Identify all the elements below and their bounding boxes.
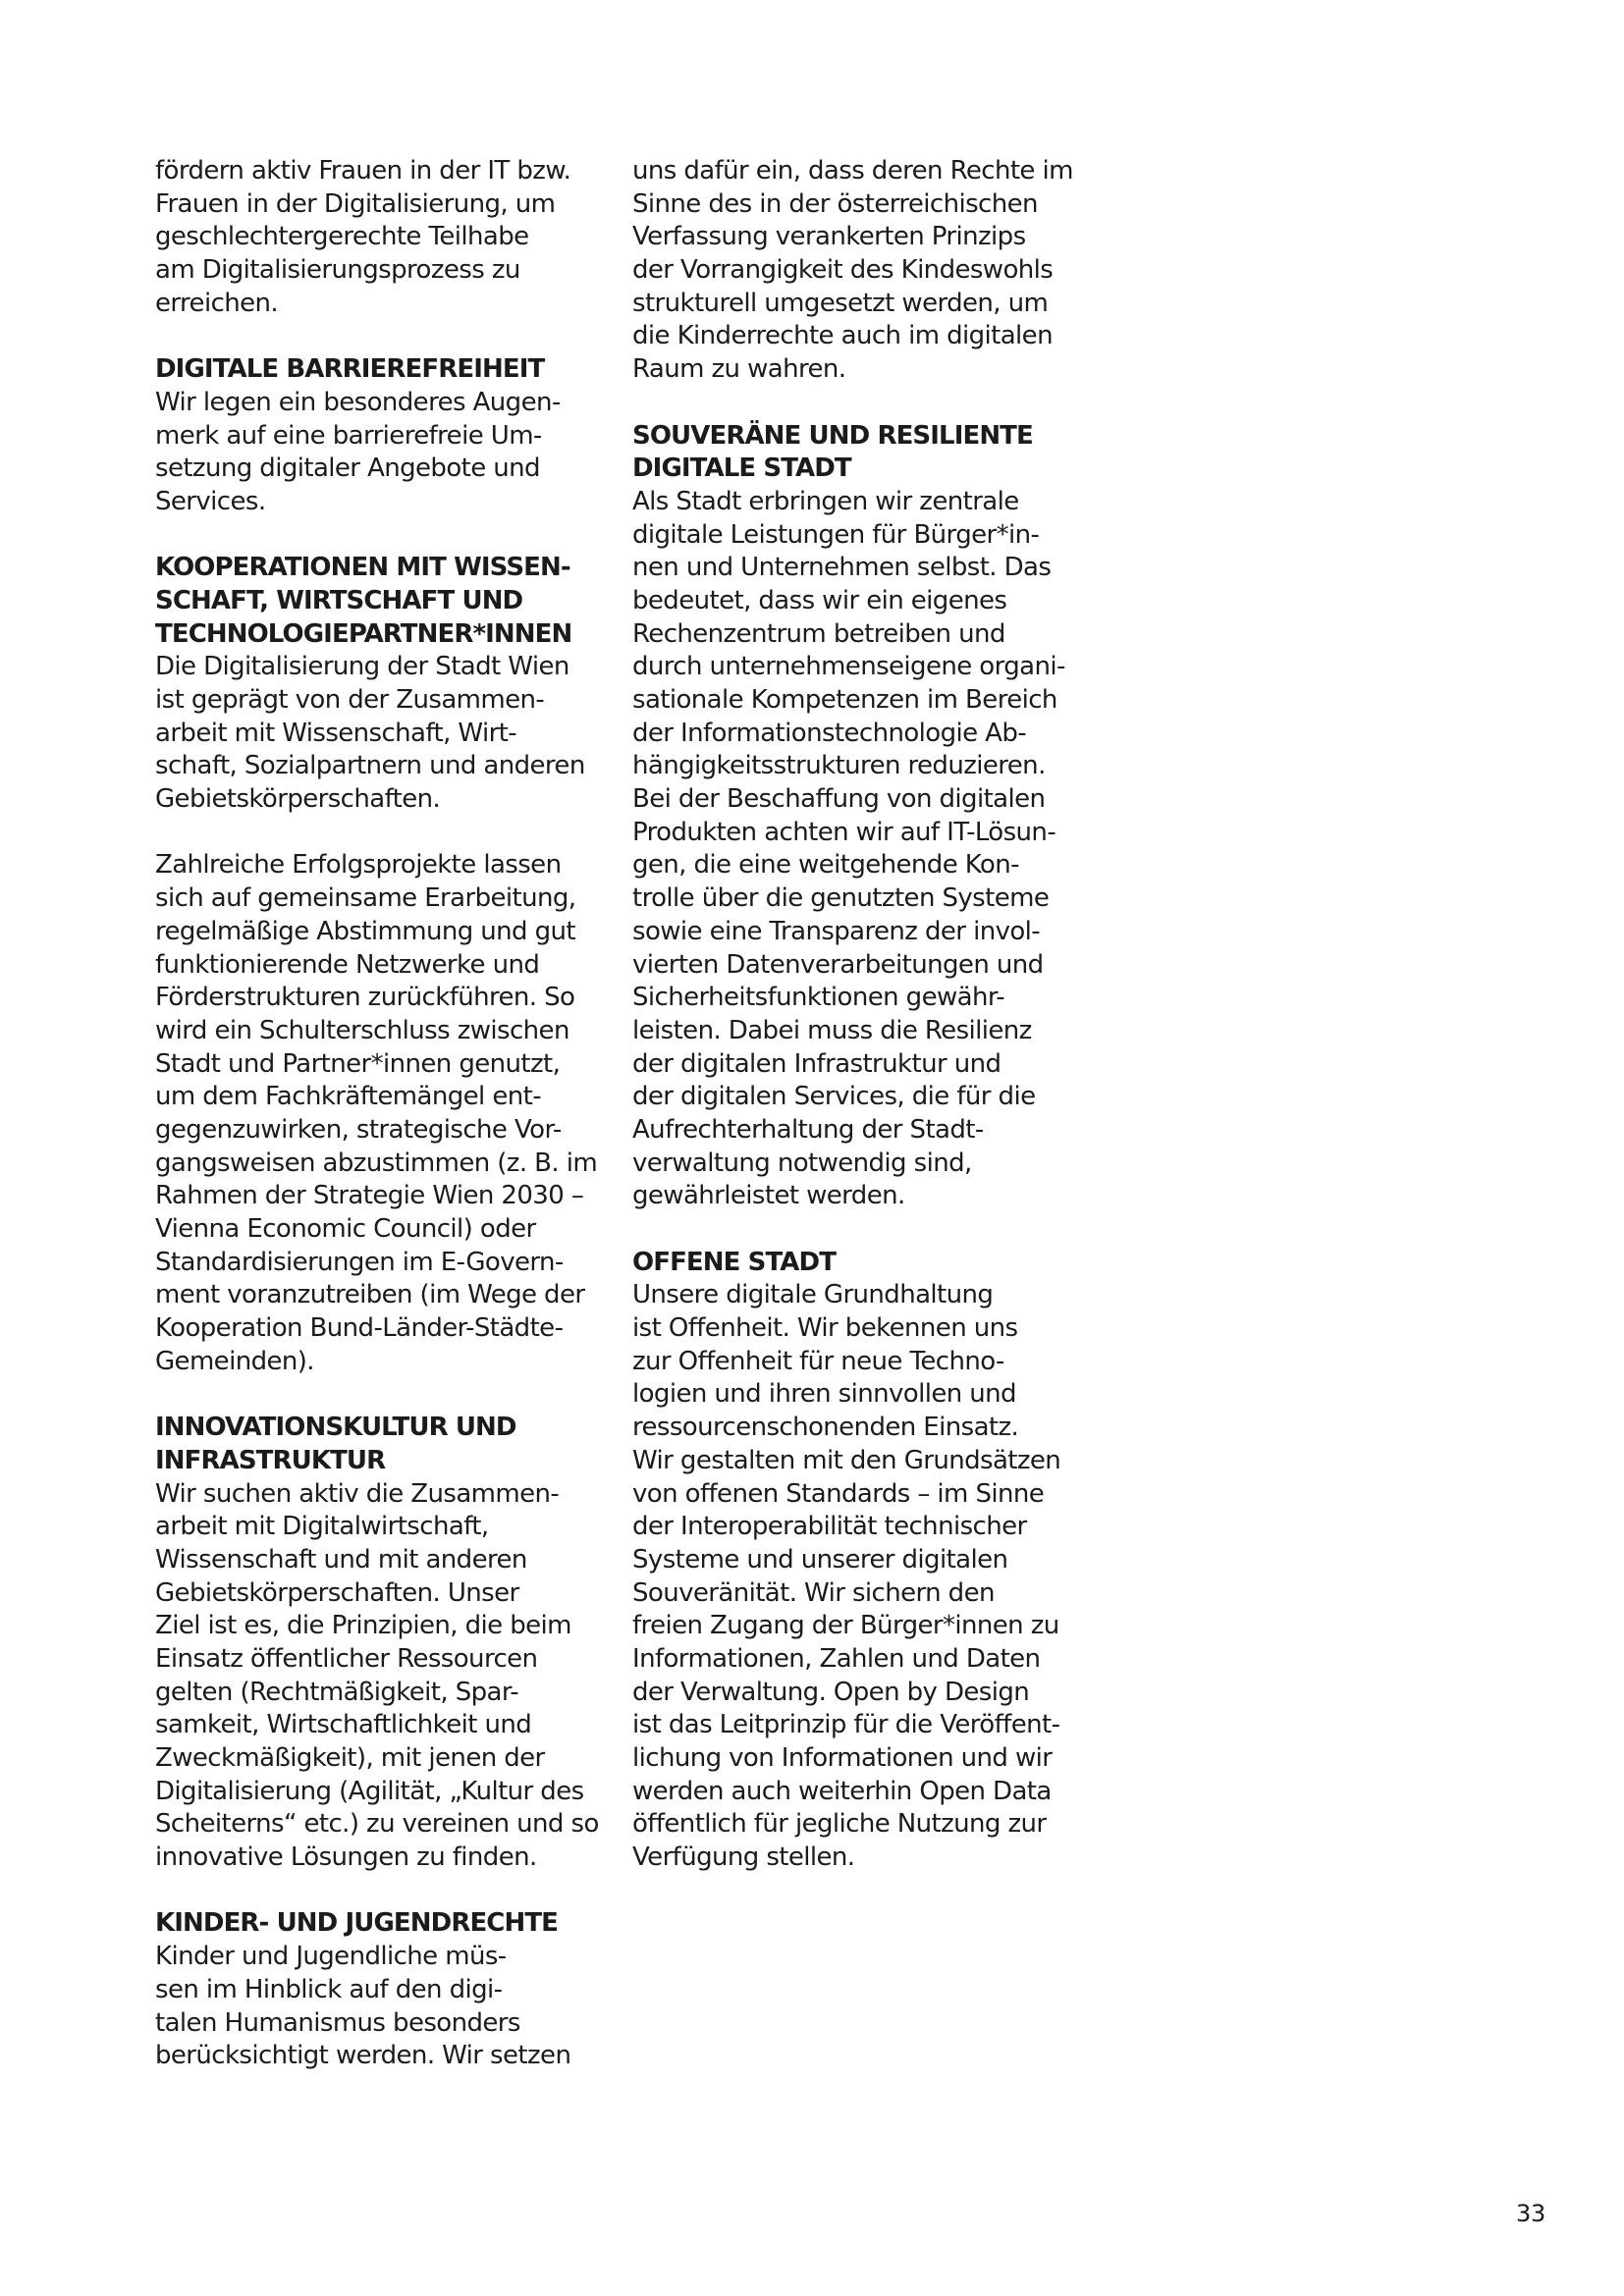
intro-paragraph xyxy=(155,155,599,320)
text-line: Gebietskörperschaften. Unser xyxy=(155,1577,519,1608)
text-line: zur Offenheit für neue Techno- xyxy=(632,1346,1004,1376)
text-line: Als Stadt erbringen wir zentrale xyxy=(632,486,1019,516)
text-line: Verfügung stellen. xyxy=(632,1842,855,1873)
text-line: logien und ihren sinnvollen und xyxy=(632,1379,1016,1410)
heading-offene-stadt xyxy=(632,1247,1073,1280)
text-line: gewährleistet werden. xyxy=(632,1181,905,1211)
text-line: Stadt und Partner*innen genutzt, xyxy=(155,1048,561,1079)
text-line: vierten Datenverarbeitungen und xyxy=(632,949,1044,980)
text-line: gelten (Rechtmäßigkeit, Spar- xyxy=(155,1677,519,1707)
text-line: berücksichtigt werden. Wir setzen xyxy=(155,2041,571,2071)
text-line: Bei der Beschaffung von digitalen xyxy=(632,784,1046,815)
spacer xyxy=(155,1875,599,1908)
text-line: Systeme und unserer digitalen xyxy=(632,1544,1008,1575)
text-line: schaft, Sozialpartnern und anderen xyxy=(155,751,585,781)
text-line: Standardisierungen im E-Govern- xyxy=(155,1247,564,1277)
paragraph-kinderrechte-continued xyxy=(632,155,1073,387)
text-line: Kooperation Bund-Länder-Städte- xyxy=(155,1313,564,1344)
spacer xyxy=(632,1213,1073,1247)
text-line: Digitalisierung (Agilität, „Kultur des xyxy=(155,1776,584,1806)
text-line: Gemeinden). xyxy=(155,1346,314,1376)
text-line: digitale Leistungen für Bürger*in- xyxy=(632,519,1040,550)
text-line: arbeit mit Wissenschaft, Wirt- xyxy=(155,718,517,748)
text-line: um dem Fachkräftemängel ent- xyxy=(155,1082,541,1112)
text-line: Kinder und Jugendliche müs- xyxy=(155,1942,507,1972)
heading-line: INNOVATIONSKULTUR UND xyxy=(155,1413,516,1443)
text-line: Produkten achten wir auf IT-Lösun- xyxy=(632,817,1056,847)
text-line: Einsatz öffentlicher Ressourcen xyxy=(155,1643,538,1674)
text-line: innovative Lösungen zu finden. xyxy=(155,1842,537,1873)
text-line: Verfassung verankerten Prinzips xyxy=(632,222,1026,252)
text-line: Sinne des in der österreichischen xyxy=(632,188,1038,219)
text-line: der Verwaltung. Open by Design xyxy=(632,1677,1030,1707)
text-line: fördern aktiv Frauen in der IT bzw. xyxy=(155,156,571,186)
text-line: Frauen in der Digitalisierung, um xyxy=(155,188,556,219)
text-line: von offenen Standards – im Sinne xyxy=(632,1478,1045,1509)
heading-line: KOOPERATIONEN MIT WISSEN- xyxy=(155,553,570,583)
page-number: 33 xyxy=(1516,2200,1545,2227)
text-line: regelmäßige Abstimmung und gut xyxy=(155,916,575,946)
text-line: ist geprägt von der Zusammen- xyxy=(155,685,545,715)
text-line: talen Humanismus besonders xyxy=(155,2007,520,2038)
text-line: Souveränität. Wir sichern den xyxy=(632,1577,995,1608)
heading-kinderrechte xyxy=(155,1907,599,1941)
text-line: öffentlich für jegliche Nutzung zur xyxy=(632,1809,1047,1840)
text-line: Raum zu wahren. xyxy=(632,354,846,385)
heading-kooperationen xyxy=(155,552,599,651)
text-line: Wissenschaft und mit anderen xyxy=(155,1544,527,1575)
text-line: Wir gestalten mit den Grundsätzen xyxy=(632,1445,1061,1475)
left-column xyxy=(155,155,599,2073)
text-line: erreichen. xyxy=(155,288,279,318)
text-line: trolle über die genutzten Systeme xyxy=(632,883,1050,914)
text-line: Wir suchen aktiv die Zusammen- xyxy=(155,1478,560,1509)
text-line: ist Offenheit. Wir bekennen uns xyxy=(632,1313,1018,1344)
text-line: wird ein Schulterschluss zwischen xyxy=(155,1015,569,1045)
right-column xyxy=(632,155,1073,1875)
heading-line: KINDER- UND JUGENDRECHTE xyxy=(155,1908,559,1939)
text-line: ist das Leitprinzip für die Veröffent- xyxy=(632,1710,1060,1740)
text-line: lichung von Informationen und wir xyxy=(632,1743,1053,1773)
text-line: freien Zugang der Bürger*innen zu xyxy=(632,1611,1059,1641)
text-line: bedeutet, dass wir ein eigenes xyxy=(632,585,1007,615)
text-line: ment voranzutreiben (im Wege der xyxy=(155,1280,585,1310)
text-line: Unsere digitale Grundhaltung xyxy=(632,1280,994,1310)
heading-souveraene-stadt xyxy=(632,420,1073,486)
text-line: Gebietskörperschaften. xyxy=(155,784,441,815)
text-line: Zweckmäßigkeit), mit jenen der xyxy=(155,1743,545,1773)
paragraph-offene-stadt xyxy=(632,1279,1073,1874)
spacer xyxy=(632,387,1073,420)
text-line: der digitalen Infrastruktur und xyxy=(632,1048,1001,1079)
text-line: sationale Kompetenzen im Bereich xyxy=(632,685,1057,715)
spacer xyxy=(155,519,599,553)
text-line: uns dafür ein, dass deren Rechte im xyxy=(632,156,1073,186)
spacer xyxy=(155,817,599,850)
heading-innovationskultur xyxy=(155,1412,599,1477)
heading-line: INFRASTRUKTUR xyxy=(155,1445,386,1475)
heading-line: OFFENE STADT xyxy=(632,1247,837,1277)
text-line: der Interoperabilität technischer xyxy=(632,1512,1027,1542)
text-line: Informationen, Zahlen und Daten xyxy=(632,1643,1041,1674)
text-line: hängigkeitsstrukturen reduzieren. xyxy=(632,751,1046,781)
heading-line: DIGITALE BARRIEREFREIHEIT xyxy=(155,354,545,385)
text-line: gangsweisen abzustimmen (z. B. im xyxy=(155,1148,598,1178)
text-line: verwaltung notwendig sind, xyxy=(632,1148,972,1178)
text-line: strukturell umgesetzt werden, um xyxy=(632,288,1049,318)
text-line: merk auf eine barrierefreie Um- xyxy=(155,420,542,451)
text-line: sich auf gemeinsame Erarbeitung, xyxy=(155,883,576,914)
text-line: der digitalen Services, die für die xyxy=(632,1082,1036,1112)
text-line: Wir legen ein besonderes Augen- xyxy=(155,387,561,417)
text-line: die Kinderrechte auch im digitalen xyxy=(632,321,1053,351)
text-line: am Digitalisierungsprozess zu xyxy=(155,255,520,286)
text-line: leisten. Dabei muss die Resilienz xyxy=(632,1015,1032,1045)
text-line: sen im Hinblick auf den digi- xyxy=(155,1974,503,2004)
text-line: Vienna Economic Council) oder xyxy=(155,1214,536,1244)
text-line: der Vorrangigkeit des Kindeswohls xyxy=(632,255,1054,286)
text-line: Die Digitalisierung der Stadt Wien xyxy=(155,652,569,682)
text-line: gegenzuwirken, strategische Vor- xyxy=(155,1114,562,1145)
text-line: durch unternehmenseigene organi- xyxy=(632,652,1065,682)
text-line: gen, die eine weitgehende Kon- xyxy=(632,850,1019,881)
text-line: Aufrechterhaltung der Stadt- xyxy=(632,1114,984,1145)
heading-line: TECHNOLOGIEPARTNER*INNEN xyxy=(155,618,572,649)
paragraph-kooperationen-2 xyxy=(155,849,599,1378)
heading-line: DIGITALE STADT xyxy=(632,454,851,484)
paragraph-kinderrechte xyxy=(155,1941,599,2073)
text-line: nen und Unternehmen selbst. Das xyxy=(632,553,1052,583)
heading-line: SOUVERÄNE UND RESILIENTE xyxy=(632,420,1033,451)
paragraph-innovationskultur xyxy=(155,1478,599,1875)
text-line: geschlechtergerechte Teilhabe xyxy=(155,222,529,252)
text-line: sowie eine Transparenz der invol- xyxy=(632,916,1041,946)
heading-line: SCHAFT, WIRTSCHAFT UND xyxy=(155,585,523,615)
text-line: funktionierende Netzwerke und xyxy=(155,949,540,980)
spacer xyxy=(155,1378,599,1412)
text-line: samkeit, Wirtschaftlichkeit und xyxy=(155,1710,532,1740)
text-line: Rahmen der Strategie Wien 2030 – xyxy=(155,1181,584,1211)
paragraph-barrierefreiheit xyxy=(155,387,599,519)
text-line: Förderstrukturen zurückführen. So xyxy=(155,983,575,1013)
paragraph-souveraene-stadt xyxy=(632,486,1073,1213)
text-line: Sicherheitsfunktionen gewähr- xyxy=(632,983,1005,1013)
text-line: Ziel ist es, die Prinzipien, die beim xyxy=(155,1611,571,1641)
text-line: arbeit mit Digitalwirtschaft, xyxy=(155,1512,489,1542)
text-line: Services. xyxy=(155,486,266,516)
paragraph-kooperationen xyxy=(155,651,599,816)
text-line: setzung digitaler Angebote und xyxy=(155,454,540,484)
text-line: Scheiterns“ etc.) zu vereinen und so xyxy=(155,1809,599,1840)
text-line: der Informationstechnologie Ab- xyxy=(632,718,1027,748)
text-line: werden auch weiterhin Open Data xyxy=(632,1776,1052,1806)
heading-barrierefreiheit xyxy=(155,353,599,387)
text-line: Zahlreiche Erfolgsprojekte lassen xyxy=(155,850,562,881)
text-line: ressourcenschonenden Einsatz. xyxy=(632,1413,1019,1443)
text-line: Rechenzentrum betreiben und xyxy=(632,618,1005,649)
spacer xyxy=(155,320,599,353)
